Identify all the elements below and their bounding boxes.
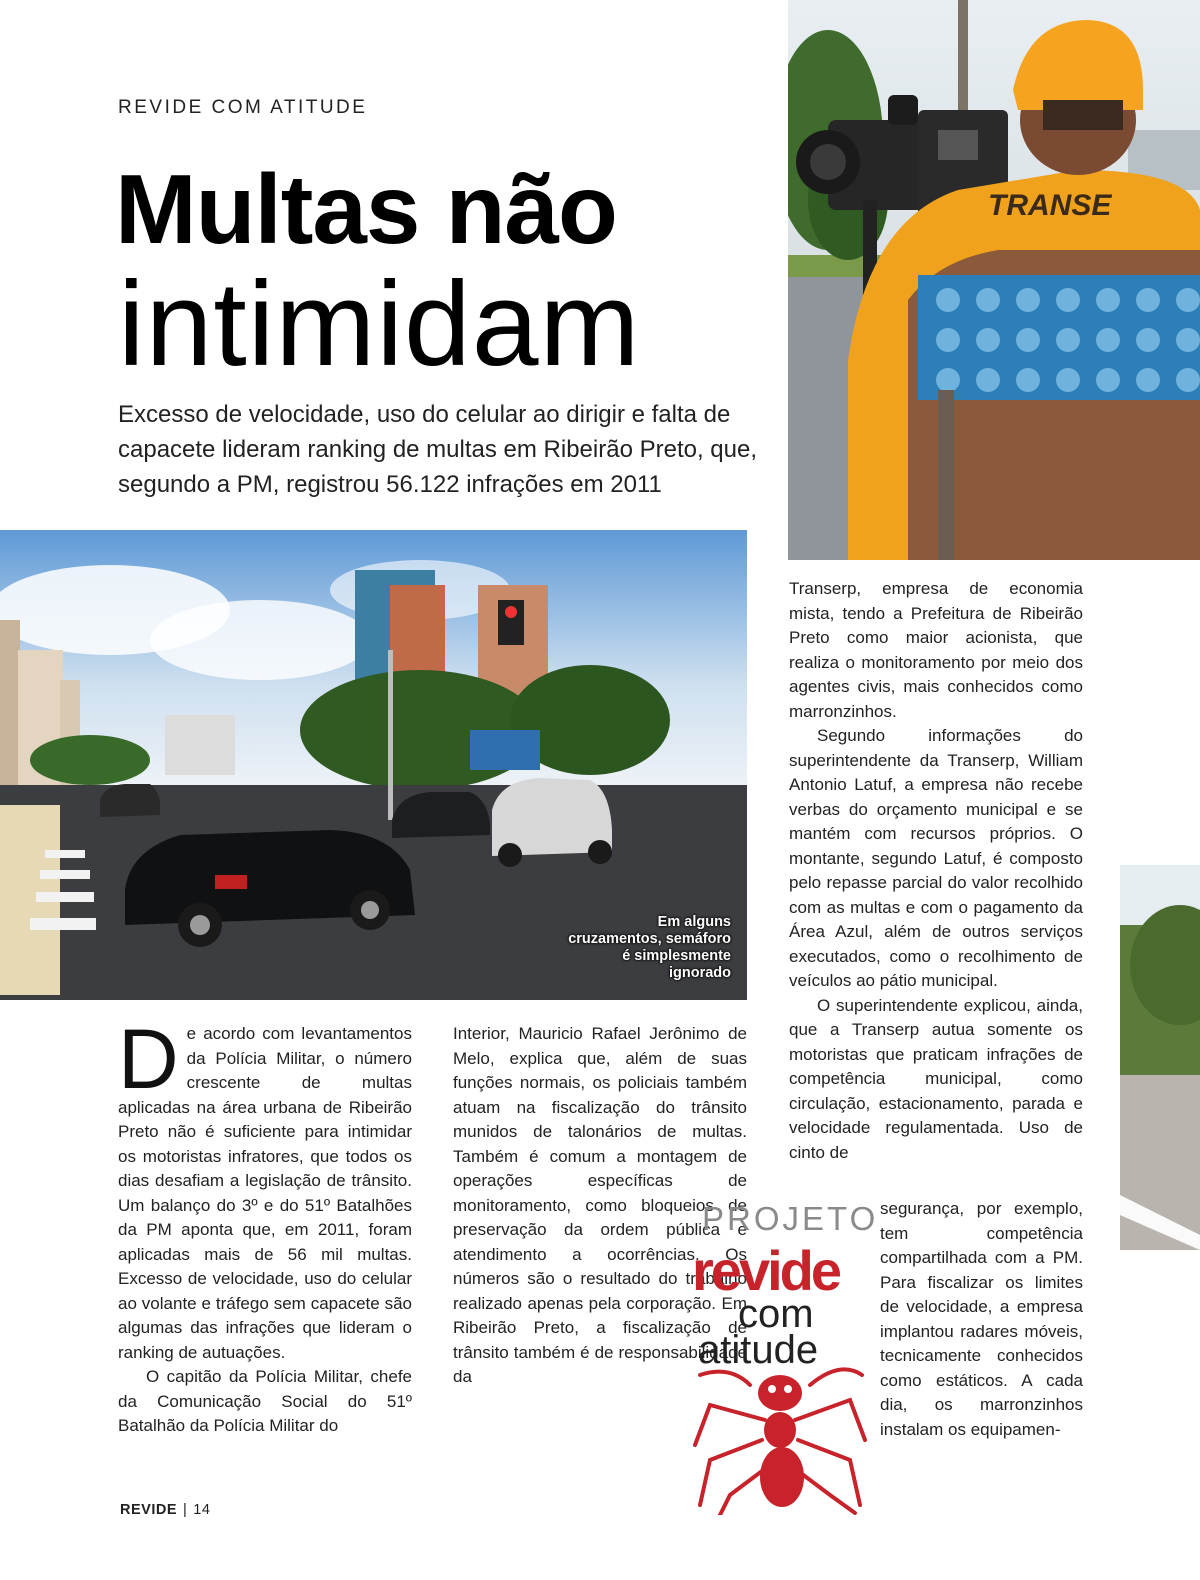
paragraph: Interior, Mauricio Rafael Jerônimo de Melo, explica que, além de suas funções normais, os policiais também atuam na fiscalização do trânsito munidos de talonários de multas. Também é comum a montagem de operações específicas de monitoramento, como bloqueios de preservação da ordem pública e atendimento a ocorrências. Os números são o resultado do trabalho realizado apenas pela corporação. Em Ribeirão Preto, a fiscalização de trânsito também é de responsabilidade da xyxy=(453,1024,747,1386)
photo-road-edge xyxy=(1120,865,1200,1250)
magazine-name: REVIDE xyxy=(120,1502,177,1518)
road-edge-illustration xyxy=(1120,865,1200,1250)
logo-com-text: com xyxy=(738,1292,814,1336)
section-kicker: REVIDE COM ATITUDE xyxy=(118,97,368,118)
paragraph: e acordo com levantamentos da Polícia Militar, o número crescente de multas aplicadas na área urbana de Ribeirão Preto não é suficiente para intimidar os motoristas infratores, que todos os dias desafiam a legislação de trânsito. Um balanço do 3º e do 51º Batalhões da PM aponta que, em 2011, foram aplicadas mais de 56 mil multas. Excesso de velocidade, uso do celular ao volante e tráfego sem capacete são algumas das infrações que lideram o ranking de autuações. xyxy=(118,1024,412,1362)
ant-icon xyxy=(690,1365,870,1515)
logo-projeto-text: PROJETO xyxy=(702,1200,879,1237)
paragraph: Segundo informações do superintendente da Transerp, William Antonio Latuf, a empresa não recebe verbas do orçamento municipal e se mantém com recursos próprios. O montante, segundo Latuf, é composto pelo repasse parcial do valor recolhido com as multas e com o pagamento da Área Azul, além de outros serviços executados, como o recolhimento de veículos ao pátio municipal. xyxy=(789,726,1083,990)
headline-line-2: intimidam xyxy=(118,257,641,391)
page-number: 14 xyxy=(193,1502,211,1518)
headline-line-1: Multas não xyxy=(115,154,617,264)
article-column-3-continued xyxy=(880,1197,1083,1442)
traffic-agent-illustration xyxy=(788,0,1200,560)
deck-subtitle: Excesso de velocidade, uso do celular ao dirigir e falta de capacete lideram ranking de multas em Ribeirão Preto, que, segundo a PM, registrou 56.122 infrações em 2011 xyxy=(118,401,757,498)
photo-traffic-agent xyxy=(788,0,1200,560)
vest-text: TRANSE xyxy=(988,189,1112,222)
paragraph: segurança, por exemplo, tem competência compartilhada com a PM. Para fiscalizar os limites de velocidade, a empresa implantou radares móveis, tecnicamente conhecidos como estáticos. A cada dia, os marronzinhos instalam os equipamen- xyxy=(880,1199,1083,1439)
photo-caption: Em alguns cruzamentos, semáforo é simplesmente ignorado xyxy=(568,914,731,981)
logo-atitude-text: atitude xyxy=(698,1328,819,1372)
page-footer xyxy=(120,1502,210,1518)
photo-street-traffic xyxy=(0,530,747,1000)
footer-separator: | xyxy=(183,1502,188,1518)
drop-cap: D xyxy=(118,1012,179,1106)
article-column-1 xyxy=(118,1012,412,1439)
logo-revide-text: revide xyxy=(692,1239,839,1302)
article-column-3 xyxy=(789,577,1083,1165)
paragraph: O superintendente explicou, ainda, que a Transerp autua somente os motoristas que praticam infrações de competência municipal, como circulação, estacionamento, parada e velocidade regulamentada. Uso de cinto de xyxy=(789,995,1083,1162)
paragraph: Transerp, empresa de economia mista, tendo a Prefeitura de Ribeirão Preto como maior acionista, que realiza o monitoramento por meio dos agentes civis, mais conhecidos como marronzinhos. xyxy=(789,579,1083,721)
projeto-revide-logo xyxy=(690,1200,879,1520)
paragraph: O capitão da Polícia Militar, chefe da Comunicação Social do 51º Batalhão da Polícia Militar do xyxy=(118,1367,412,1435)
